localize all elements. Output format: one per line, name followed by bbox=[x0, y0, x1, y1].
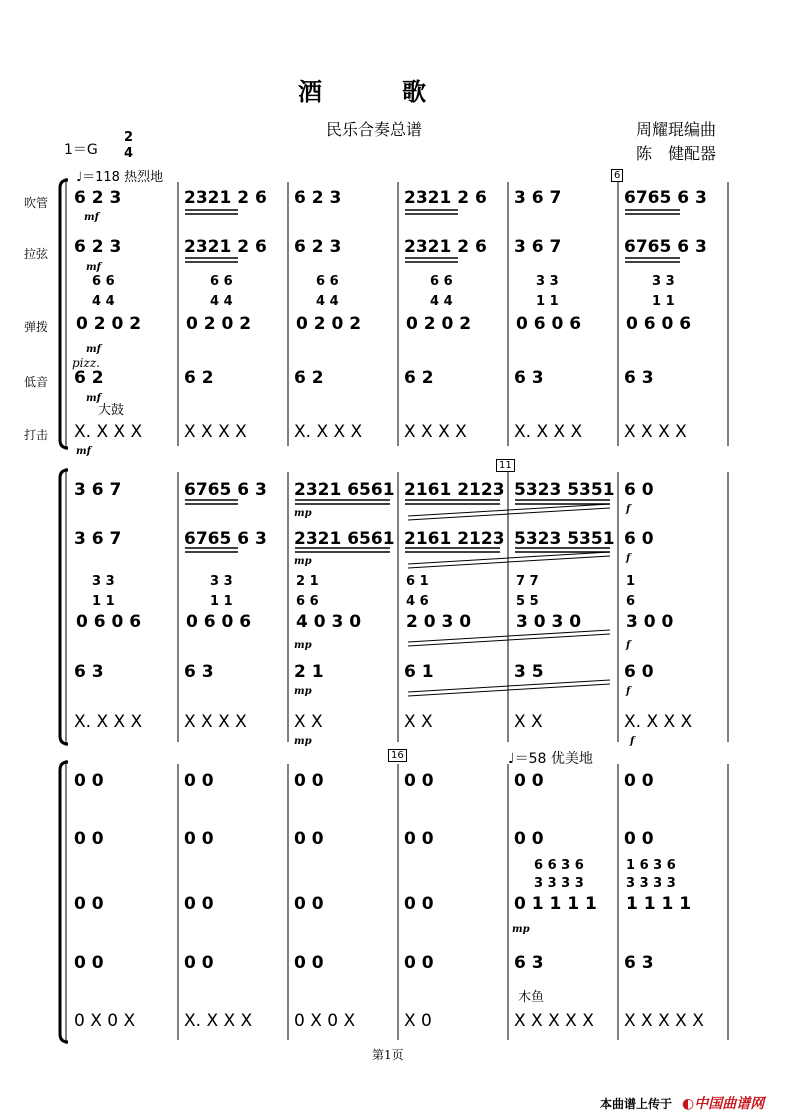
chord-top: 2 1 bbox=[296, 574, 319, 589]
chord-top: 3 3 bbox=[536, 274, 559, 289]
footer-text: 本曲谱上传于 bbox=[600, 1097, 673, 1111]
measure-notes: 2321 6561 bbox=[294, 480, 395, 500]
dynamic-mark: mp bbox=[294, 640, 312, 651]
instrument-label-percussion: 打击 bbox=[24, 428, 49, 442]
chord-mid: 5 5 bbox=[516, 594, 539, 609]
dynamic-mark: mf bbox=[86, 393, 101, 404]
key-signature: 1＝G bbox=[64, 142, 98, 158]
chord-mid: 1 1 bbox=[92, 594, 115, 609]
measure-notes: 6 2 3 bbox=[294, 188, 342, 208]
site-logo-text: 中国曲谱网 bbox=[694, 1096, 765, 1112]
measure-notes: 2 1 bbox=[294, 662, 324, 682]
dynamic-mark: mf bbox=[86, 344, 101, 355]
measure-notes: 0 X 0 X bbox=[294, 1011, 356, 1031]
chord-mid: 4 6 bbox=[406, 594, 429, 609]
measure-notes: 0 X 0 X bbox=[74, 1011, 136, 1031]
measure-notes: 0 0 bbox=[294, 829, 324, 849]
measure-notes: X X bbox=[514, 712, 543, 732]
dynamic-mark: mp bbox=[512, 924, 530, 935]
measure-notes: 2161 2123 bbox=[404, 529, 505, 549]
measure-notes: X X bbox=[404, 712, 433, 732]
tempo-text-1: ＝118 热烈地 bbox=[82, 170, 164, 185]
measure-notes: 6 3 bbox=[624, 368, 654, 388]
time-signature-bottom: 4 bbox=[124, 146, 134, 161]
measure-notes: 0 0 bbox=[514, 771, 544, 791]
chord-mid: 3 3 3 3 bbox=[534, 876, 584, 891]
measure-notes: 6 2 bbox=[184, 368, 214, 388]
chord-mid: 4 4 bbox=[430, 294, 453, 309]
measure-notes: 0 2 0 2 bbox=[296, 314, 362, 334]
tempo-marking-2: ♩＝58 优美地 bbox=[508, 751, 593, 767]
measure-notes: X. X X X bbox=[184, 1011, 253, 1031]
rehearsal-mark-16: 16 bbox=[388, 749, 407, 762]
measure-notes: 6 0 bbox=[624, 480, 654, 500]
measure-notes: 4 0 3 0 bbox=[296, 612, 362, 632]
measure-notes: 2321 2 6 bbox=[404, 237, 487, 257]
dynamic-mark: f bbox=[626, 640, 631, 651]
chord-top: 6 6 bbox=[92, 274, 115, 289]
measure-notes: 0 0 bbox=[624, 771, 654, 791]
instrument-note-muyu: 木鱼 bbox=[518, 990, 545, 1005]
dynamic-mark: mp bbox=[294, 736, 312, 747]
chord-top: 6 6 3 6 bbox=[534, 858, 584, 873]
chord-mid: 1 1 bbox=[652, 294, 675, 309]
measure-notes: 0 0 bbox=[74, 894, 104, 914]
chord-top: 7 7 bbox=[516, 574, 539, 589]
measure-notes: 2321 2 6 bbox=[404, 188, 487, 208]
measure-notes: 6 3 bbox=[74, 662, 104, 682]
measure-notes: 6765 6 3 bbox=[184, 480, 267, 500]
measure-notes: 0 0 bbox=[404, 953, 434, 973]
arranger: 陈 健配器 bbox=[636, 144, 717, 163]
pizzicato-mark: pizz. bbox=[72, 356, 100, 370]
dynamic-mark: mf bbox=[76, 446, 91, 457]
measure-notes: 0 6 0 6 bbox=[76, 612, 142, 632]
chord-mid: 4 4 bbox=[92, 294, 115, 309]
measure-notes: 6 2 bbox=[294, 368, 324, 388]
chord-mid: 3 3 3 3 bbox=[626, 876, 676, 891]
measure-notes: 6 2 3 bbox=[74, 237, 122, 257]
instrument-label-wind: 吹管 bbox=[24, 196, 49, 210]
measure-notes: 0 6 0 6 bbox=[516, 314, 582, 334]
time-signature-top: 2 bbox=[124, 130, 134, 145]
chord-mid: 6 6 bbox=[296, 594, 319, 609]
measure-notes: 6 1 bbox=[404, 662, 434, 682]
tempo-text-2: ＝58 优美地 bbox=[514, 751, 593, 767]
measure-notes: 3 6 7 bbox=[514, 237, 562, 257]
chord-mid: 4 4 bbox=[316, 294, 339, 309]
measure-notes: X X X X bbox=[624, 422, 687, 442]
chord-top: 6 1 bbox=[406, 574, 429, 589]
chord-top: 3 3 bbox=[210, 574, 233, 589]
measure-notes: 6765 6 3 bbox=[184, 529, 267, 549]
dynamic-mark: f bbox=[630, 736, 635, 747]
measure-notes: X X X X X bbox=[624, 1011, 704, 1031]
measure-notes: 6 3 bbox=[624, 953, 654, 973]
rehearsal-mark-11: 11 bbox=[496, 459, 515, 472]
measure-notes: 0 0 bbox=[184, 953, 214, 973]
measure-notes: X X X X bbox=[184, 712, 247, 732]
page-number: 第1页 bbox=[372, 1048, 404, 1062]
chord-top: 1 bbox=[626, 574, 636, 589]
measure-notes: 3 6 7 bbox=[74, 529, 122, 549]
measure-notes: 0 6 0 6 bbox=[626, 314, 692, 334]
dynamic-mark: mp bbox=[294, 686, 312, 697]
measure-notes: 0 0 bbox=[294, 953, 324, 973]
chord-mid: 4 4 bbox=[210, 294, 233, 309]
rehearsal-mark-6: 6 bbox=[611, 169, 623, 182]
measure-notes: 6765 6 3 bbox=[624, 237, 707, 257]
measure-notes: 3 5 bbox=[514, 662, 544, 682]
measure-notes: 0 2 0 2 bbox=[186, 314, 252, 334]
measure-notes: 3 6 7 bbox=[74, 480, 122, 500]
measure-notes: X X bbox=[294, 712, 323, 732]
measure-notes: 2321 2 6 bbox=[184, 188, 267, 208]
measure-notes: X. X X X bbox=[624, 712, 693, 732]
instrument-note-dagu: 大鼓 bbox=[98, 403, 125, 418]
measure-notes: 0 0 bbox=[624, 829, 654, 849]
page-title: 酒 歌 bbox=[298, 77, 428, 106]
measure-notes: 2321 6561 bbox=[294, 529, 395, 549]
subtitle: 民乐合奏总谱 bbox=[326, 120, 423, 139]
measure-notes: 0 0 bbox=[184, 894, 214, 914]
chord-mid: 1 1 bbox=[536, 294, 559, 309]
tempo-marking-1: ♩＝118 热烈地 bbox=[76, 170, 164, 185]
chord-top: 6 6 bbox=[316, 274, 339, 289]
measure-notes: 0 6 0 6 bbox=[186, 612, 252, 632]
dynamic-mark: mf bbox=[86, 262, 101, 273]
measure-notes: X. X X X bbox=[514, 422, 583, 442]
measure-notes: 5323 5351 bbox=[514, 529, 615, 549]
chord-top: 6 6 bbox=[210, 274, 233, 289]
chord-top: 3 3 bbox=[652, 274, 675, 289]
site-logo-icon: ◐ bbox=[682, 1096, 695, 1112]
measure-notes: 0 0 bbox=[184, 771, 214, 791]
measure-notes: X 0 bbox=[404, 1011, 432, 1031]
dynamic-mark: mf bbox=[84, 212, 99, 223]
measure-notes: 6 2 bbox=[404, 368, 434, 388]
measure-notes: X X X X bbox=[184, 422, 247, 442]
measure-notes: 0 0 bbox=[404, 894, 434, 914]
measure-notes: 0 0 bbox=[514, 829, 544, 849]
measure-notes: 3 0 3 0 bbox=[516, 612, 582, 632]
measure-notes: 6 3 bbox=[184, 662, 214, 682]
measure-notes: 0 0 bbox=[404, 771, 434, 791]
measure-notes: 2 0 3 0 bbox=[406, 612, 472, 632]
measure-notes: 0 2 0 2 bbox=[406, 314, 472, 334]
measure-notes: X. X X X bbox=[74, 422, 143, 442]
chord-top: 6 6 bbox=[430, 274, 453, 289]
site-logo bbox=[682, 1093, 764, 1113]
measure-notes: 0 1 1 1 1 bbox=[514, 894, 597, 914]
measure-notes: 0 0 bbox=[74, 829, 104, 849]
measure-notes: 6 3 bbox=[514, 368, 544, 388]
measure-notes: 2161 2123 bbox=[404, 480, 505, 500]
measure-notes: 0 0 bbox=[74, 953, 104, 973]
measure-notes: 3 0 0 bbox=[626, 612, 674, 632]
dynamic-mark: f bbox=[626, 553, 631, 564]
measure-notes: 6 2 3 bbox=[294, 237, 342, 257]
measure-notes: 2321 2 6 bbox=[184, 237, 267, 257]
measure-notes: 0 0 bbox=[184, 829, 214, 849]
measure-notes: 6 0 bbox=[624, 529, 654, 549]
chord-top: 3 3 bbox=[92, 574, 115, 589]
dynamic-mark: f bbox=[626, 686, 631, 697]
measure-notes: X. X X X bbox=[294, 422, 363, 442]
composer: 周耀琨编曲 bbox=[636, 120, 717, 139]
instrument-label-plucked: 弹拨 bbox=[24, 320, 49, 334]
measure-notes: 3 6 7 bbox=[514, 188, 562, 208]
dynamic-mark: mp bbox=[294, 508, 312, 519]
measure-notes: 6 3 bbox=[514, 953, 544, 973]
measure-notes: 0 0 bbox=[74, 771, 104, 791]
measure-notes: X X X X bbox=[404, 422, 467, 442]
dynamic-mark: f bbox=[626, 504, 631, 515]
chord-top: 1 6 3 6 bbox=[626, 858, 676, 873]
measure-notes: X. X X X bbox=[74, 712, 143, 732]
measure-notes: 1 1 1 1 bbox=[626, 894, 692, 914]
dynamic-mark: mp bbox=[294, 556, 312, 567]
measure-notes: 0 2 0 2 bbox=[76, 314, 142, 334]
measure-notes: 0 0 bbox=[294, 771, 324, 791]
instrument-label-bass: 低音 bbox=[24, 375, 49, 389]
measure-notes: 0 0 bbox=[294, 894, 324, 914]
measure-notes: X X X X X bbox=[514, 1011, 594, 1031]
measure-notes: 6765 6 3 bbox=[624, 188, 707, 208]
measure-notes: 6 2 3 bbox=[74, 188, 122, 208]
instrument-label-strings: 拉弦 bbox=[24, 247, 49, 261]
measure-notes: 6 0 bbox=[624, 662, 654, 682]
chord-mid: 1 1 bbox=[210, 594, 233, 609]
measure-notes: 0 0 bbox=[404, 829, 434, 849]
measure-notes: 5323 5351 bbox=[514, 480, 615, 500]
measure-notes: 6 2 bbox=[74, 368, 104, 388]
chord-mid: 6 bbox=[626, 594, 636, 609]
